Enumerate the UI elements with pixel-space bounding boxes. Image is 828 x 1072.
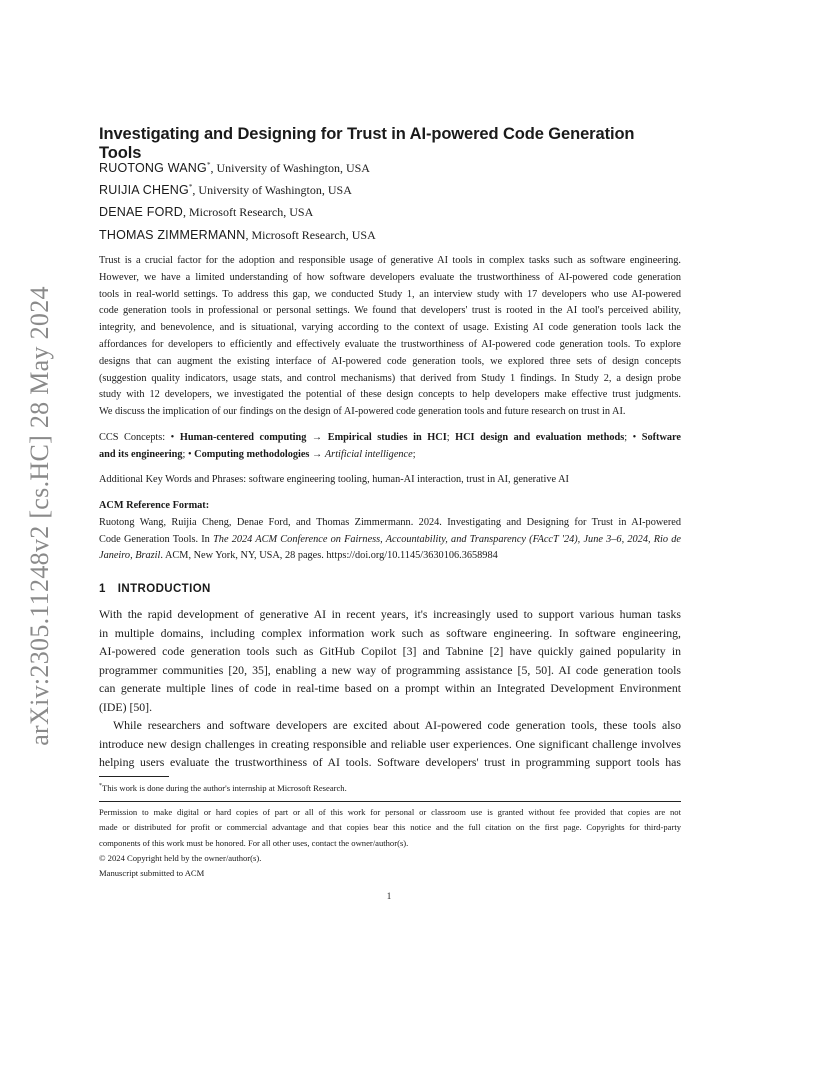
ccs-concept: and its engineering <box>99 448 183 460</box>
author-affiliation: , University of Washington, USA <box>192 183 352 197</box>
abstract-line: study with 12 developers, we investigated the potential of these design concepts to help developers make effective trust judgments. <box>99 389 681 401</box>
ccs-concept: Computing methodologies → <box>194 448 325 460</box>
section-number: 1 <box>99 583 106 595</box>
copyright-line: © 2024 Copyright held by the owner/author(s). <box>99 852 262 863</box>
intro-paragraph-1 <box>99 605 681 716</box>
ccs-concept: Artificial intelligence <box>324 448 413 460</box>
paragraph-line: With the rapid development of generative AI in recent years, it's increasingly used to support various human tasks <box>99 607 681 621</box>
ccs-concept: Human-centered computing → Empirical studies in HCI <box>179 432 447 443</box>
paragraph-line: helping users evaluate the trustworthiness of AI tools. Software developers' trust in programming support tools has <box>99 755 681 769</box>
author-name: THOMAS ZIMMERMANN <box>99 228 246 242</box>
permission-notice <box>99 805 681 881</box>
ccs-concept: Software <box>641 432 681 443</box>
ccs-separator: ; <box>446 432 456 443</box>
ccs-separator: ; • <box>624 432 642 443</box>
author-name: RUIJIA CHENG <box>99 183 189 197</box>
author-4 <box>99 228 681 243</box>
ccs-separator: ; <box>412 448 416 460</box>
ccs-separator: ; • <box>182 448 195 460</box>
equal-contribution-mark: * <box>188 183 193 191</box>
permission-line: Permission to make digital or hard copies of part or all of this work for personal or classroom use is granted without fee provided that copies are not <box>99 807 681 817</box>
section-title: INTRODUCTION <box>117 583 211 595</box>
acm-reference-text: . ACM, New York, NY, USA, 28 pages. https://doi.org/10.1145/3630106.3658984 <box>160 550 498 562</box>
ccs-concept: HCI design and evaluation methods <box>455 432 625 443</box>
abstract-line: (suggestion quality indicators, usage stats, and control mechanisms) that derived from Study 1 findings. In Study 2, a design probe <box>99 372 681 384</box>
equal-contribution-mark: * <box>206 161 211 169</box>
paragraph-line: programmer communities [20, 35], enabling a new way of programming assistance [5, 50]. AI code generation tools <box>99 662 681 677</box>
ccs-concepts <box>99 430 681 464</box>
paragraph-line: in multiple domains, including complex information work such as software engineering. In software engineering, <box>99 625 681 640</box>
acm-reference <box>99 498 681 565</box>
abstract-line: integrity, and benevolence, and is situational, varying according to the context of usage. Existing AI code generation tools lack the <box>99 322 681 334</box>
permission-rule <box>99 801 681 802</box>
author-affiliation: , Microsoft Research, USA <box>182 205 314 219</box>
paragraph-line: While researchers and software developers are excited about AI-powered code generation tools, these tools also <box>113 718 681 732</box>
keywords: Additional Key Words and Phrases: software engineering tooling, human-AI interaction, trust in AI, generative AI <box>99 474 569 485</box>
section-heading <box>99 583 681 595</box>
paragraph-line: can generate multiple lines of code in real-time based on a prompt within an Integrated Development Environment <box>99 681 681 695</box>
footnote <box>99 779 681 796</box>
permission-line: made or distributed for profit or commercial advantage and that copies bear this notice and the full citation on the first page. Copyrights for third-party <box>99 822 681 833</box>
acm-reference-text: Code Generation Tools. In <box>99 533 214 545</box>
author-name: DENAE FORD <box>99 205 183 219</box>
abstract-line: tools in real-world settings. To address this gap, we conducted Study 1, an interview study with 17 developers who use AI-powered <box>99 288 681 300</box>
abstract-line: However, we have a limited understanding of how software developers evaluate the trustworthiness of AI-powered code generation <box>99 271 681 283</box>
conference-name: The 2024 ACM Conference on Fairness, Accountability, and Transparency (FAccT '24), June 3–6, 2024, Rio de <box>213 533 681 545</box>
abstract-line: Trust is a crucial factor for the adoption and responsible usage of generative AI tools in complex tasks such as software engineering. <box>99 255 681 266</box>
ccs-prefix: CCS Concepts: • <box>99 432 180 443</box>
footnote-mark: * <box>99 783 102 789</box>
acm-reference-heading: ACM Reference Format: <box>99 500 210 511</box>
footnote-text: This work is done during the author's internship at Microsoft Research. <box>102 782 347 793</box>
abstract-line: We discuss the implication of our findings on the design of AI-powered code generation tools and future research on trust in AI. <box>99 406 626 418</box>
manuscript-line: Manuscript submitted to ACM <box>99 868 205 879</box>
author-1 <box>99 161 681 176</box>
page-number: 1 <box>386 891 392 901</box>
author-affiliation: , University of Washington, USA <box>210 161 370 175</box>
paragraph-line: (IDE) [50]. <box>99 699 153 714</box>
intro-paragraph-2 <box>99 716 681 772</box>
arxiv-side-stamp: arXiv:2305.11248v2 [cs.HC] 28 May 2024 <box>25 286 54 746</box>
permission-line: components of this work must be honored. For all other uses, contact the owner/author(s). <box>99 837 409 848</box>
abstract-line: designs that can augment the existing interface of AI-powered code generation tools, we explored three sets of design concepts <box>99 355 681 367</box>
acm-reference-line: Ruotong Wang, Ruijia Cheng, Denae Ford, and Thomas Zimmermann. 2024. Investigating and Designing for Trust in AI-powered <box>99 516 681 528</box>
paragraph-line: AI-powered code generation tools such as GitHub Copilot [3] and Tabnine [2] have quickly gained popularity in <box>99 644 681 658</box>
paper-title: Investigating and Designing for Trust in AI-powered Code Generation Tools <box>99 125 635 162</box>
paragraph-line: introduce new design challenges in creating responsible and reliable user experiences. One significant challenge involves <box>99 736 681 751</box>
author-name: RUOTONG WANG <box>99 161 207 175</box>
author-2 <box>99 183 681 198</box>
author-3 <box>99 205 681 220</box>
abstract-line: code generation tools in professional or personal settings. We found that developers' trust is rooted in the AI tool's perceived ability, <box>99 305 681 317</box>
author-affiliation: , Microsoft Research, USA <box>245 228 376 242</box>
conference-location: Janeiro, Brazil <box>99 550 161 562</box>
abstract <box>99 253 681 421</box>
footnote-rule <box>99 776 169 777</box>
abstract-line: affordances for developers to efficiently and effectively evaluate the trustworthiness of AI-powered code generation tools. To explore <box>99 338 681 350</box>
